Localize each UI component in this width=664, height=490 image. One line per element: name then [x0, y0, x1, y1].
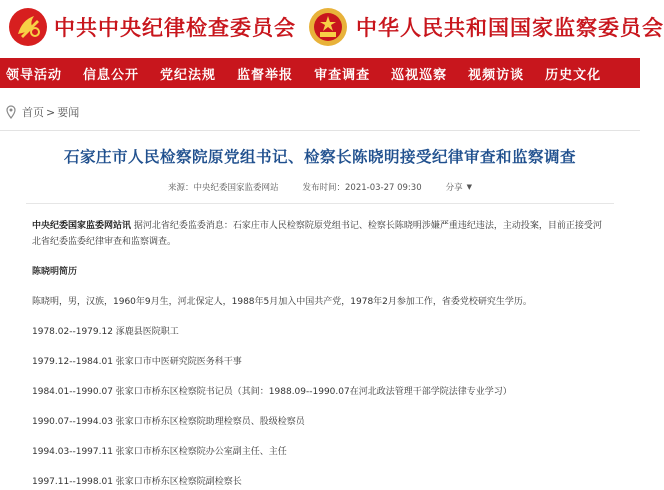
nav-item-investigation[interactable]: 审查调查	[314, 67, 371, 83]
divider	[0, 130, 640, 131]
breadcrumb-home[interactable]: 首页	[22, 106, 44, 119]
lead-paragraph	[32, 218, 608, 250]
nav-item-regulations[interactable]: 党纪法规	[160, 67, 217, 83]
bio-heading: 陈晓明简历	[32, 267, 78, 277]
location-pin-icon	[4, 105, 18, 119]
article-body	[0, 204, 640, 490]
nav-item-disclosure[interactable]: 信息公开	[83, 67, 140, 83]
nav-item-inspection[interactable]: 巡视巡察	[391, 67, 448, 83]
national-emblem-icon	[308, 6, 348, 48]
career-item: 1984.01--1990.07 张家口市桥东区检察院书记员（其间：1988.09--1990.07在河北政法管理干部学院法律专业学习）	[32, 387, 512, 397]
nav-item-report[interactable]: 监督举报	[237, 67, 294, 83]
breadcrumb-separator: >	[46, 105, 56, 119]
lead-source: 中央纪委国家监委网站讯	[32, 221, 132, 231]
breadcrumb-current[interactable]: 要闻	[57, 106, 80, 119]
spacer	[0, 88, 640, 102]
career-item: 1979.12--1984.01 张家口市中医研究院医务科干事	[32, 357, 242, 367]
nav-item-video[interactable]: 视频访谈	[468, 67, 525, 83]
share-button[interactable]	[446, 181, 472, 193]
bio-intro: 陈晓明，男，汉族，1960年9月生，河北保定人，1988年5月加入中国共产党，1978年2月参加工作，省委党校研究生学历。	[32, 297, 532, 307]
nav-item-history[interactable]: 历史文化	[545, 67, 602, 83]
article-title: 石家庄市人民检察院原党组书记、检察长陈晓明接受纪律审查和监察调查	[63, 148, 576, 166]
main-nav	[0, 58, 640, 88]
career-item: 1994.03--1997.11 张家口市桥东区检察院办公室副主任、主任	[32, 447, 287, 457]
career-item: 1997.11--1998.01 张家口市桥东区检察院副检察长	[32, 477, 242, 487]
source-label: 来源：中央纪委国家监委网站	[167, 183, 279, 193]
article-meta	[26, 181, 614, 204]
cpc-ccdi-title[interactable]: 中共中央纪律检查委员会	[54, 15, 296, 40]
lead-text: 据河北省纪委监委消息：石家庄市人民检察院原党组书记、检察长陈晓明涉嫌严重违纪违法，主动投案，目前正接受河北省纪委监委纪律审查和监察调查。	[32, 221, 602, 247]
site-header	[0, 0, 664, 58]
nav-item-leadership[interactable]: 领导活动	[6, 67, 63, 83]
chevron-down-icon: ▼	[466, 183, 473, 191]
share-label: 分享	[445, 183, 463, 193]
party-emblem-icon	[8, 6, 48, 48]
publish-time: 发布时间：2021-03-27 09:30	[302, 183, 422, 193]
breadcrumb	[0, 102, 640, 122]
career-item: 1978.02--1979.12 涿鹿县医院职工	[32, 327, 179, 337]
career-item: 1990.07--1994.03 张家口市桥东区检察院助理检察员、股级检察员	[32, 417, 305, 427]
nsc-title[interactable]: 中华人民共和国国家监察委员会	[356, 15, 664, 40]
